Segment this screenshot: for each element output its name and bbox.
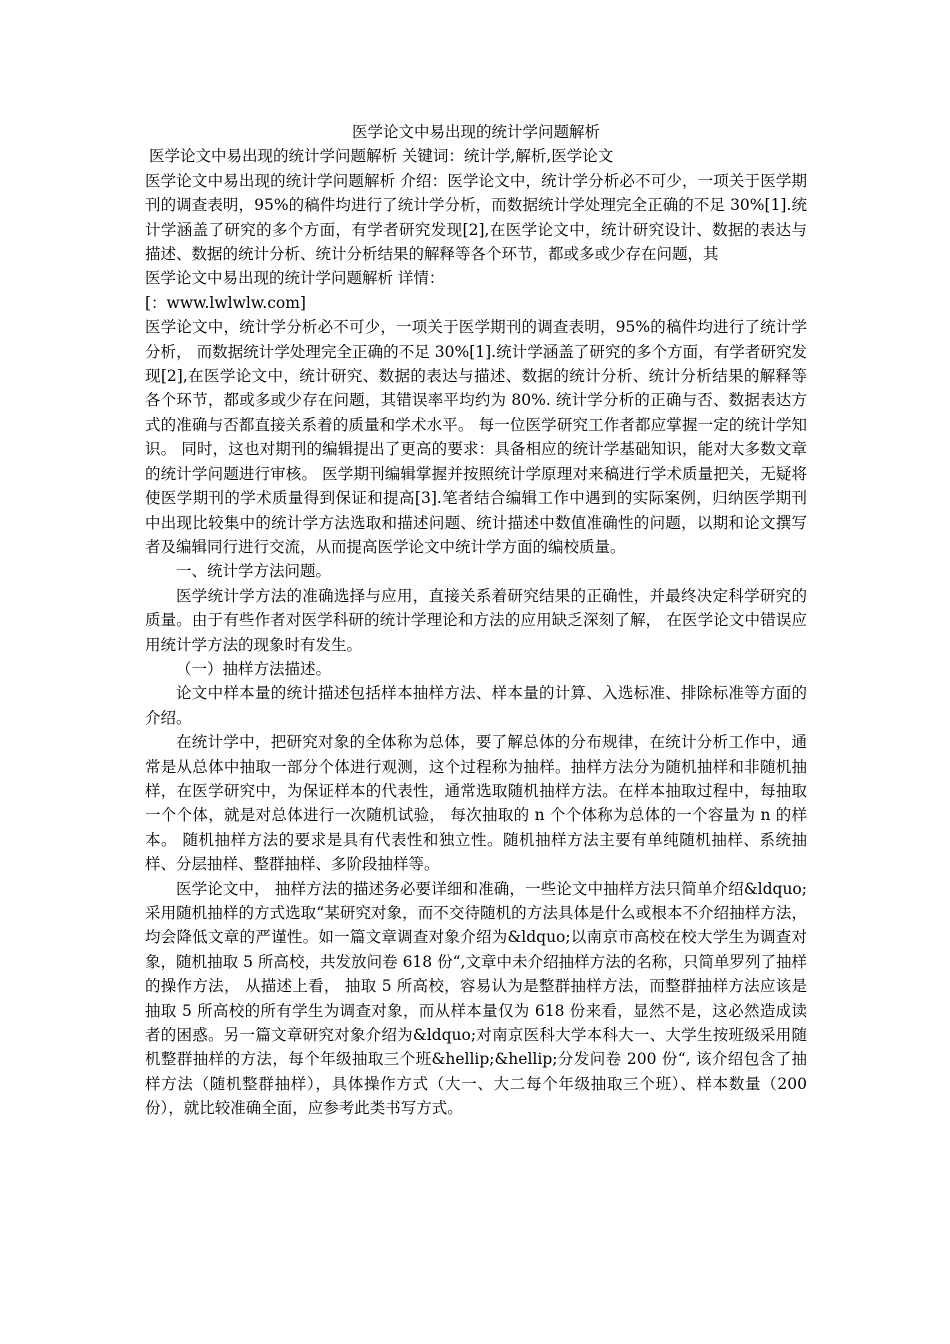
document-page xyxy=(145,120,807,1121)
source-line: [：www.lwlwlw.com] xyxy=(145,293,306,312)
paragraph-2: 医学统计学方法的准确选择与应用，直接关系着研究结果的正确性，并最终决定科学研究的质量。由于有些作者对医学科研的统计学理论和方法的应用缺乏深刻了解， 在医学论文中错误应用统计学方法的现象时有发生。 xyxy=(145,586,807,654)
paragraph-5: 医学论文中， 抽样方法的描述务必要详细和准确，一些论文中抽样方法只简单介绍&ldquo;采用随机抽样的方式选取“某研究对象，而不交待随机的方法具体是什么或根本不介绍抽样方法， 均会降低文章的严谨性。如一篇文章调查对象介绍为&ldquo;以南京市高校在校大学生为调查对象，随机抽取 5 所高校，共发放问卷 618 份“,文章中未介绍抽样方法的名称，只简单罗列了抽样的操作方法， 从描述上看， 抽取 5 所高校，容易认为是整群抽样方法，而整群抽样方法应该是抽取 5 所高校的所有学生为调查对象，而从样本量仅为 618 份来看，显然不是，这必然造成读者的困惑。另一篇文章研究对象介绍为&ldquo;对南京医科大学本科大一、大学生按班级采用随机整群抽样的方法，每个年级抽取三个班&hellip;&hellip;分发问卷 200 份“, 该介绍包含了抽样方法（随机整群抽样），具体操作方式（大一、大二每个年级抽取三个班）、样本数量（200 份），就比较准确全面，应参考此类书写方式。 xyxy=(145,879,807,1118)
keywords-line: 医学论文中易出现的统计学问题解析 关键词：统计学,解析,医学论文 xyxy=(149,147,614,166)
document-title: 医学论文中易出现的统计学问题解析 xyxy=(351,123,600,141)
subsection-heading-1: （一）抽样方法描述。 xyxy=(176,659,332,678)
section-heading-1: 一、统计学方法问题。 xyxy=(176,562,332,581)
paragraph-4: 在统计学中，把研究对象的全体称为总体，要了解总体的分布规律，在统计分析工作中，通常是从总体中抽取一部分个体进行观测，这个过程称为抽样。抽样方法分为随机抽样和非随机抽样，在医学研究中，为保证样本的代表性，通常选取随机抽样方法。在样本抽取过程中，每抽取一个个体，就是对总体进行一次随机试验， 每次抽取的 n 个个体称为总体的一个容量为 n 的样本。 随机抽样方法的要求是具有代表性和独立性。随机抽样方法主要有单纯随机抽样、系统抽样、分层抽样、整群抽样、多阶段抽样等。 xyxy=(145,733,807,874)
paragraph-3: 论文中样本量的统计描述包括样本抽样方法、样本量的计算、入选标准、排除标准等方面的介绍。 xyxy=(145,684,807,727)
intro-line: 医学论文中易出现的统计学问题解析 介绍：医学论文中，统计学分析必不可少，一项关于医学期刊的调查表明，95%的稿件均进行了统计学分析，而数据统计学处理完全正确的不足 30%[1].统计学涵盖了研究的多个方面，有学者研究发现[2],在医学论文中，统计研究设计、数据的表达与描述、数据的统计分析、统计分析结果的解释等各个环节，都或多或少存在问题，其 xyxy=(145,171,807,264)
paragraph-1: 医学论文中，统计学分析必不可少，一项关于医学期刊的调查表明，95%的稿件均进行了统计学分析， 而数据统计学处理完全正确的不足 30%[1].统计学涵盖了研究的多个方面，有学者研究发现[2],在医学论文中，统计研究、数据的表达与描述、数据的统计分析、统计分析结果的解释等各个环节，都或多或少存在问题，其错误率平均约为 80%. 统计学分析的正确与否、数据表达方式的准确与否都直接关系着的质量和学术水平。 每一位医学研究工作者都应掌握一定的统计学知识。 同时，这也对期刊的编辑提出了更高的要求：具备相应的统计学基础知识，能对大多数文章的统计学问题进行审核。 医学期刊编辑掌握并按照统计学原理对来稿进行学术质量把关，无疑将使医学期刊的学术质量得到保证和提高[3].笔者结合编辑工作中遇到的实际案例，归纳医学期刊中出现比较集中的统计学方法选取和描述问题、统计描述中数值准确性的问题，以期和论文撰写者及编辑同行进行交流，从而提高医学论文中统计学方面的编校质量。 xyxy=(145,318,807,556)
details-line: 医学论文中易出现的统计学问题解析 详情： xyxy=(145,269,445,288)
